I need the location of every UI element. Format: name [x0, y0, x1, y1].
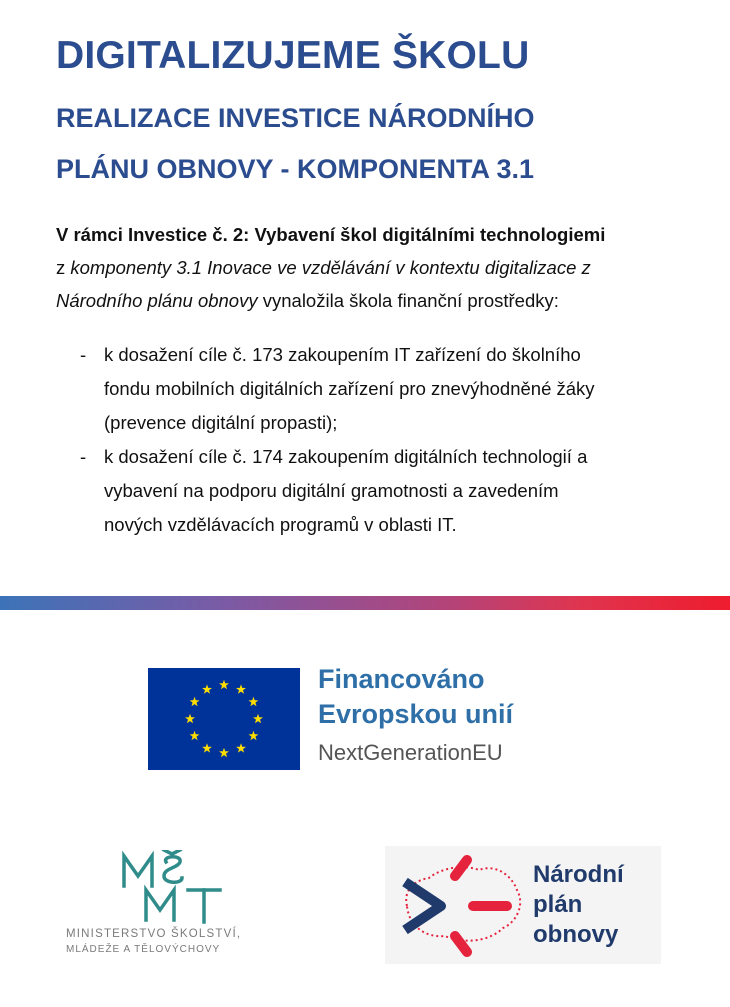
bullet-dash: - [80, 446, 87, 467]
page-title: DIGITALIZUJEME ŠKOLU [56, 34, 530, 77]
eu-star-icon [202, 743, 212, 752]
eu-star-icon [219, 680, 229, 689]
msmt-caption-line-1: MINISTERSTVO ŠKOLSTVÍ, [66, 928, 242, 940]
npo-logo-text [533, 860, 624, 950]
npo-mark-icon [385, 846, 535, 964]
bullet-line: k dosažení cíle č. 173 zakoupením IT zařízení do školního [104, 344, 581, 365]
bullet-line: k dosažení cíle č. 174 zakoupením digitálních technologií a [104, 446, 588, 467]
bullet-dash: - [80, 344, 87, 365]
list-item [80, 338, 595, 440]
intro-italic-text-1: komponenty 3.1 Inovace ve vzdělávání v kontextu digitalizace z [70, 257, 591, 278]
eu-star-icon [219, 748, 229, 757]
msmt-caption-line-2: MLÁDEŽE A TĚLOVÝCHOVY [66, 944, 221, 955]
list-item [80, 440, 595, 542]
eu-star-icon [253, 714, 263, 723]
eu-logo-text [318, 662, 513, 774]
intro-line-2 [56, 251, 696, 284]
bullet-line: fondu mobilních digitálních zařízení pro znevýhodněné žáky [104, 378, 595, 399]
eu-stars-icon [148, 668, 300, 770]
bullet-line: vybavení na podporu digitální gramotnosti a zavedením [104, 480, 559, 501]
subtitle-line-2: PLÁNU OBNOVY - KOMPONENTA 3.1 [56, 154, 535, 184]
eu-star-icon [249, 697, 259, 706]
npo-line-3: obnovy [533, 921, 619, 948]
intro-bold-text: V rámci Investice č. 2: Vybavení škol digitálními technologiemi [56, 224, 606, 245]
eu-star-icon [249, 731, 259, 740]
npo-logo [385, 846, 661, 964]
eu-funding-logo [148, 660, 548, 776]
npo-line-2: plán [533, 891, 583, 918]
eu-logo-line-2: Evropskou unií [318, 699, 514, 729]
bullet-line: nových vzdělávacích programů v oblasti IT. [104, 514, 457, 535]
gradient-divider [0, 596, 730, 610]
bullet-line: (prevence digitální propasti); [104, 412, 338, 433]
intro-rest-text: vynaložila škola finanční prostředky: [257, 290, 559, 311]
intro-italic-text-2: Národního plánu obnovy [56, 290, 258, 311]
intro-prefix-text: z [56, 257, 71, 278]
eu-star-icon [185, 714, 195, 723]
eu-star-icon [190, 697, 200, 706]
eu-logo-line-1: Financováno [318, 664, 485, 694]
intro-paragraph [56, 218, 696, 317]
bullet-list [80, 338, 595, 542]
eu-star-icon [202, 684, 212, 693]
npo-line-1: Národní [533, 861, 624, 888]
msmt-mark-icon [116, 850, 286, 928]
msmt-logo [60, 850, 300, 960]
eu-star-icon [236, 743, 246, 752]
eu-flag-icon [148, 668, 300, 770]
eu-star-icon [236, 684, 246, 693]
intro-line-1 [56, 218, 696, 251]
eu-logo-line-3: NextGenerationEU [318, 740, 503, 765]
eu-star-icon [190, 731, 200, 740]
intro-line-3 [56, 284, 696, 317]
subtitle-line-1: REALIZACE INVESTICE NÁRODNÍHO [56, 103, 535, 133]
